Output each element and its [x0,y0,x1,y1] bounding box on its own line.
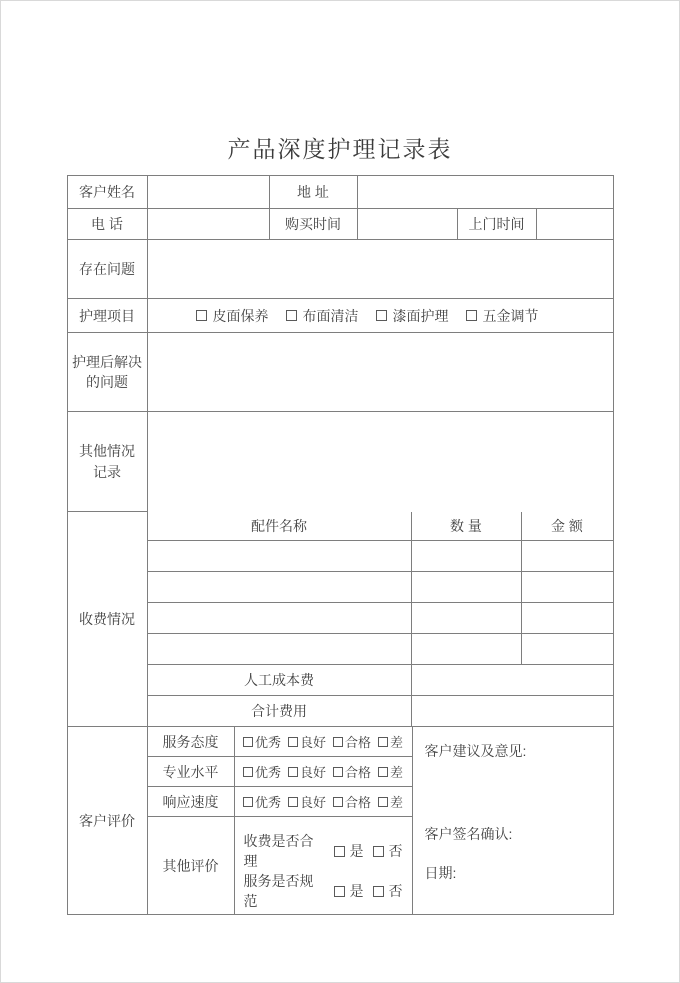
rating-options [235,787,412,817]
rating-option-label: 合格 [345,765,372,780]
care-option-label: 皮面保养 [212,307,269,324]
evaluation-label: 客户评价 [68,727,148,914]
checkbox-icon[interactable] [334,846,345,857]
care-items-label: 护理项目 [68,299,148,333]
purchase-time-field[interactable] [358,209,458,240]
accessory-name-field[interactable] [148,572,412,603]
rating-label: 专业水平 [148,757,235,787]
rating-option-label: 差 [390,765,404,780]
care-option-label: 布面清洁 [302,307,359,324]
rating-option-pass[interactable] [333,732,371,751]
fee-blank-row [148,541,613,572]
address-field[interactable] [358,176,613,209]
rating-label: 服务态度 [148,727,235,757]
row-other-records [68,412,613,512]
form-title: 产品深度护理记录表 [227,136,453,162]
rating-option-excellent[interactable] [243,792,281,811]
other-evaluation-row [148,817,412,914]
checkbox-icon[interactable] [243,767,253,777]
other-records-label-line1: 其他情况 [79,443,135,460]
fees-table [148,512,613,727]
fees-header-amount: 金 额 [522,512,613,541]
visit-time-label: 上门时间 [458,209,537,240]
care-option-label: 五金调节 [482,307,539,324]
yes-label: 是 [349,843,364,859]
checkbox-icon[interactable] [334,886,345,897]
checkbox-icon[interactable] [376,310,387,321]
row-existing-problems [68,240,613,299]
question-no-option[interactable] [373,841,403,861]
checkbox-icon[interactable] [196,310,207,321]
fee-blank-row [148,603,613,634]
care-option-leather[interactable] [196,306,269,326]
phone-field[interactable] [148,209,270,240]
care-option-fabric[interactable] [286,306,359,326]
fees-header-accessory: 配件名称 [148,512,412,541]
rating-option-good[interactable] [288,792,326,811]
checkbox-icon[interactable] [373,846,384,857]
checkbox-icon[interactable] [333,797,343,807]
accessory-name-field[interactable] [148,541,412,572]
address-label: 地 址 [270,176,358,209]
care-option-paint[interactable] [376,306,449,326]
fee-blank-row [148,572,613,603]
date-label: 日期: [424,865,457,881]
checkbox-icon[interactable] [288,767,298,777]
checkbox-icon[interactable] [333,767,343,777]
checkbox-icon[interactable] [466,310,477,321]
customer-feedback-cell[interactable] [413,727,613,914]
accessory-name-field[interactable] [148,634,412,665]
question-yes-option[interactable] [334,881,364,901]
signature-label: 客户签名确认: [424,826,513,842]
row-customer [68,176,613,209]
total-cost-row [148,696,613,727]
amount-field[interactable] [522,634,613,665]
visit-time-field[interactable] [537,209,613,240]
rating-option-poor[interactable] [378,792,403,811]
evaluation-ratings [148,727,413,914]
amount-field[interactable] [522,603,613,634]
amount-field[interactable] [522,572,613,603]
checkbox-icon[interactable] [378,797,388,807]
other-records-label-line2: 记录 [93,463,121,480]
rating-option-label: 合格 [345,795,372,810]
care-option-hardware[interactable] [466,306,539,326]
checkbox-icon[interactable] [373,886,384,897]
existing-problems-field[interactable] [148,240,613,299]
total-cost-field[interactable] [412,696,613,727]
checkbox-icon[interactable] [378,767,388,777]
other-evaluation-questions [235,817,412,914]
checkbox-icon[interactable] [243,737,253,747]
evaluation-section [68,727,613,914]
labor-cost-field[interactable] [412,665,613,696]
quantity-field[interactable] [412,572,522,603]
fee-blank-row [148,634,613,665]
rating-row [148,787,412,817]
rating-option-poor[interactable] [378,762,403,781]
rating-option-pass[interactable] [333,792,371,811]
rating-option-excellent[interactable] [243,762,281,781]
care-option-label: 漆面护理 [392,307,449,324]
quantity-field[interactable] [412,634,522,665]
question-yes-option[interactable] [334,841,364,861]
rating-options [235,757,412,787]
total-cost-label: 合计费用 [148,696,412,727]
checkbox-icon[interactable] [243,797,253,807]
fees-header-row [148,512,613,541]
rating-option-label: 优秀 [254,735,281,750]
checkbox-icon[interactable] [286,310,297,321]
solved-problems-field[interactable] [148,333,613,412]
rating-option-label: 良好 [299,735,326,750]
rating-option-good[interactable] [288,762,326,781]
care-record-form [67,175,614,915]
rating-option-label: 差 [390,795,404,810]
amount-field[interactable] [522,541,613,572]
rating-option-good[interactable] [288,732,326,751]
no-label: 否 [388,843,403,859]
accessory-name-field[interactable] [148,603,412,634]
question-fee-reasonable [244,831,412,871]
rating-option-label: 优秀 [254,765,281,780]
phone-label: 电 话 [68,209,148,240]
checkbox-icon[interactable] [288,797,298,807]
rating-row [148,727,412,757]
solved-problems-label-line2: 的问题 [86,374,128,390]
suggestions-label: 客户建议及意见: [424,743,527,759]
rating-option-label: 良好 [299,795,326,810]
question-service-standard [244,871,412,911]
rating-option-label: 差 [390,735,404,750]
fees-header-quantity: 数 量 [412,512,522,541]
checkbox-icon[interactable] [288,737,298,747]
quantity-field[interactable] [412,541,522,572]
rating-option-label: 优秀 [254,795,281,810]
rating-option-excellent[interactable] [243,732,281,751]
question-label: 收费是否合理 [243,833,314,869]
purchase-time-label: 购买时间 [270,209,358,240]
rating-option-label: 良好 [299,765,326,780]
customer-name-label: 客户姓名 [68,176,148,209]
fees-spacer [148,412,613,512]
rating-option-label: 合格 [345,735,372,750]
rating-options [235,727,412,757]
labor-cost-label: 人工成本费 [148,665,412,696]
rating-row [148,757,412,787]
row-care-items [68,299,613,333]
question-no-option[interactable] [373,881,403,901]
existing-problems-label: 存在问题 [68,240,148,299]
checkbox-icon[interactable] [378,737,388,747]
care-items-options [148,299,613,333]
other-evaluation-label: 其他评价 [148,817,235,914]
rating-option-poor[interactable] [378,732,403,751]
fees-label: 收费情况 [68,512,148,727]
yes-label: 是 [349,883,364,899]
fees-section [68,512,613,727]
quantity-field[interactable] [412,603,522,634]
labor-cost-row [148,665,613,696]
question-label: 服务是否规范 [243,873,314,909]
solved-problems-label-line1: 护理后解决 [72,353,142,370]
checkbox-icon[interactable] [333,737,343,747]
other-records-label [68,412,148,512]
rating-option-pass[interactable] [333,762,371,781]
rating-label: 响应速度 [148,787,235,817]
solved-problems-label [68,333,148,412]
no-label: 否 [388,883,403,899]
row-solved-problems [68,333,613,412]
customer-name-field[interactable] [148,176,270,209]
row-phone [68,209,613,240]
